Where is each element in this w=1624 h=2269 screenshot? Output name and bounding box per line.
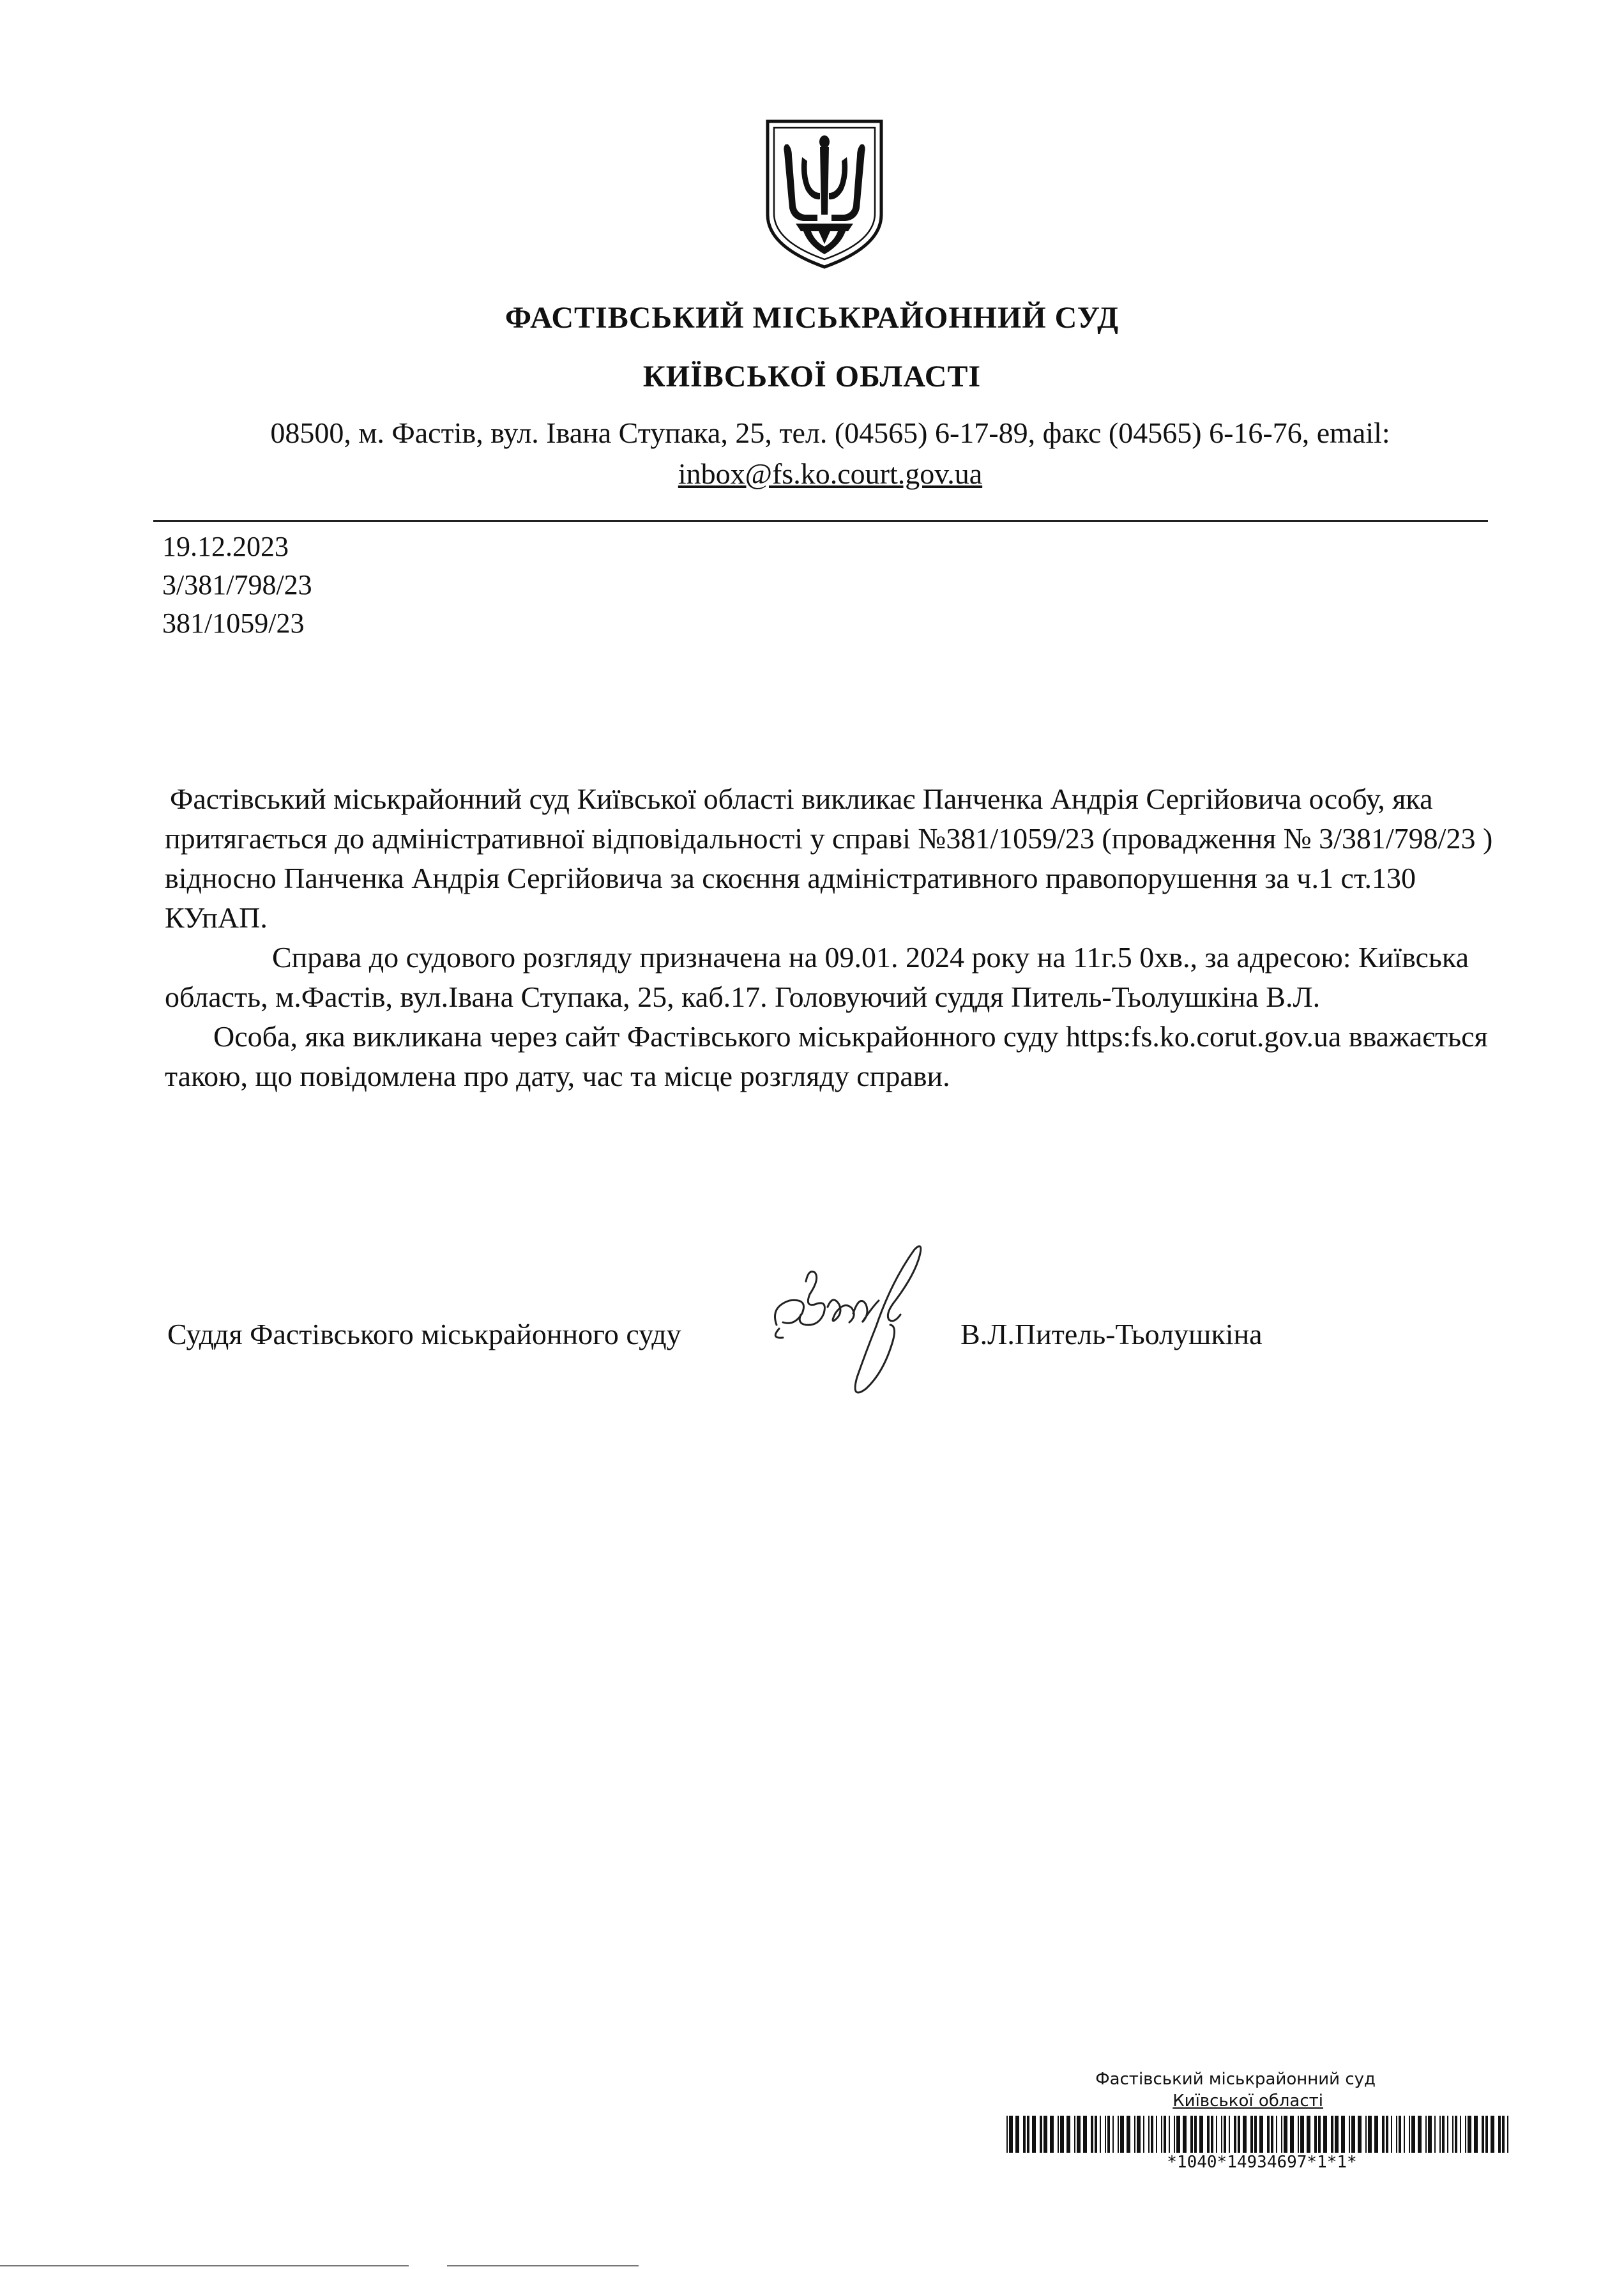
judge-title: Суддя Фастівського міськрайонного суду: [167, 1318, 681, 1350]
barcode-number: *1040*14934697*1*1*: [1167, 2153, 1357, 2172]
registration-stamp: [1006, 2068, 1517, 2112]
scan-artifact-line: [0, 2265, 409, 2266]
court-name-line1: ФАСТІВСЬКИЙ МІСЬКРАЙОННИЙ СУД: [505, 301, 1119, 335]
court-address: [198, 413, 1462, 494]
summons-body: [165, 779, 1506, 1096]
address-text: 08500, м. Фастів, вул. Івана Ступака, 25, тел. (04565) 6-17-89, факс (04565) 6-16-76, email:: [270, 416, 1390, 449]
judge-name: В.Л.Питель-Тьолушкіна: [960, 1318, 1263, 1350]
case-number: 381/1059/23: [162, 607, 305, 639]
registration-barcode: [1006, 2116, 1517, 2153]
summons-paragraph-3: Особа, яка викликана через сайт Фастівського міськрайонного суду https:fs.ko.corut.gov.ua вважається такою, що повідомлена про дату, час та місце розгляду справи.: [165, 1020, 1488, 1092]
handwritten-signature: [764, 1243, 955, 1435]
proceeding-number: 3/381/798/23: [162, 569, 312, 600]
stamp-region: Київської області: [1172, 2091, 1323, 2111]
stamp-court-name: Фастівський міськрайонний суд: [1095, 2070, 1376, 2089]
summons-paragraph-2: Справа до судового розгляду призначена на 09.01. 2024 року на 11г.5 0хв., за адресою: Київська область, м.Фастів, вул.Івана Ступака, 25, каб.17. Головуючий суддя Питель-Тьолушкіна В.Л.: [165, 941, 1469, 1013]
email-link[interactable]: inbox@fs.ko.court.gov.ua: [678, 457, 983, 490]
court-name-line2: КИЇВСЬКОЇ ОБЛАСТІ: [642, 360, 982, 393]
document-date: 19.12.2023: [162, 531, 289, 562]
scan-artifact-line: [447, 2265, 639, 2266]
document-references: [162, 528, 312, 643]
ukraine-trident-emblem-icon: [764, 119, 885, 270]
header-divider: [153, 520, 1488, 522]
summons-paragraph-1: Фастівський міськрайонний суд Київської області викликає Панченка Андрія Сергійовича особу, яка притягається до адміністративної відповідальності у справі №381/1059/23 (провадження № 3/381/798/23 ) відносно Панченка Андрія Сергійовича за скоєння адміністративного правопорушення за ч.1 ст.130 КУпАП.: [165, 783, 1493, 934]
